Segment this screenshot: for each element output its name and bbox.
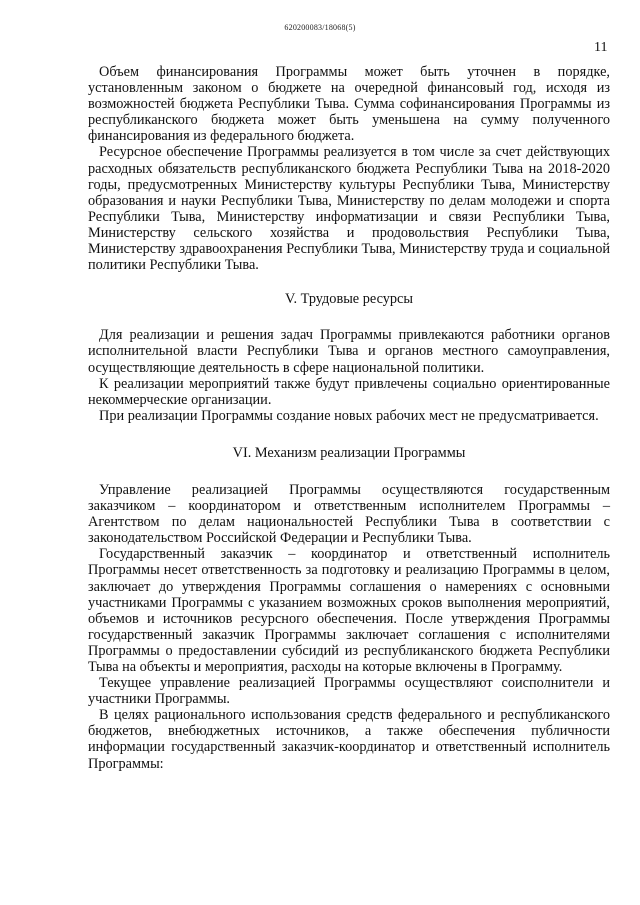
paragraph-labor-workers: Для реализации и решения задач Программы привлекаются работники органов исполнительной власти Республики Тыва и органов местного самоуправления, осуществляющие деятельность в сфере национальной политики.	[88, 327, 610, 376]
section-heading-labor-resources: V. Трудовые ресурсы	[285, 291, 413, 308]
paragraph-rational-use: В целях рационального использования средств федерального и республиканского бюджетов, внебюджетных источников, а также обеспечения публичности информации государственный заказчик-координатор и ответственный исполнитель Программы:	[88, 707, 610, 772]
paragraph-labor-no-new-jobs: При реализации Программы создание новых рабочих мест не предусматривается.	[99, 407, 599, 424]
paragraph-labor-nonprofits: К реализации мероприятий также будут привлечены социально ориентированные некоммерческие организации.	[88, 375, 610, 408]
paragraph-current-management: Текущее управление реализацией Программы осуществляют соисполнители и участники Программы.	[88, 675, 610, 708]
paragraph-customer-responsibility: Государственный заказчик – координатор и ответственный исполнитель Программы несет ответственность за подготовку и реализацию Программы в целом, заключает до утверждения Программы соглашения о намерениях с основными участниками Программы с указанием возможных сроков выполнения мероприятий, объемов и источников ресурсного обеспечения. После утверждения Программы государственный заказчик Программы заключает соглашения с исполнителями Программы о предоставлении субсидий из республиканского бюджета Республики Тыва на объекты и мероприятия, расходы на которые включены в Программу.	[88, 546, 610, 675]
document-code: 620200083/18068(5)	[284, 23, 356, 32]
page-number: 11	[594, 40, 608, 55]
paragraph-resource-provision: Ресурсное обеспечение Программы реализуется в том числе за счет действующих расходных обязательств республиканского бюджета Республики Тыва на 2018-2020 годы, предусмотренных Министерству культуры Республики Тыва, Министерству образования и науки Республики Тыва, Министерству по делам молодежи и спорта Республики Тыва, Министерству информатизации и связи Республики Тыва, Министерству сельского хозяйства и продовольствия Республики Тыва, Министерству здравоохранения Республики Тыва, Министерству труда и социальной политики Республики Тыва.	[88, 144, 610, 274]
document-body	[88, 64, 610, 772]
section-heading-implementation-mechanism: VI. Механизм реализации Программы	[232, 444, 466, 461]
paragraph-financing-volume: Объем финансирования Программы может быть уточнен в порядке, установленным законом о бюджете на очередной финансовый год, исходя из возможностей бюджета Республики Тыва. Сумма софинансирования Программы из республиканского бюджета может быть уменьшена на сумму полученного финансирования из федерального бюджета.	[88, 64, 610, 145]
paragraph-management: Управление реализацией Программы осуществляются государственным заказчиком – координатором и ответственным исполнителем Программы – Агентством по делам национальностей Республики Тыва в соответствии с законодательством Российской Федерации и Республики Тыва.	[88, 481, 610, 547]
